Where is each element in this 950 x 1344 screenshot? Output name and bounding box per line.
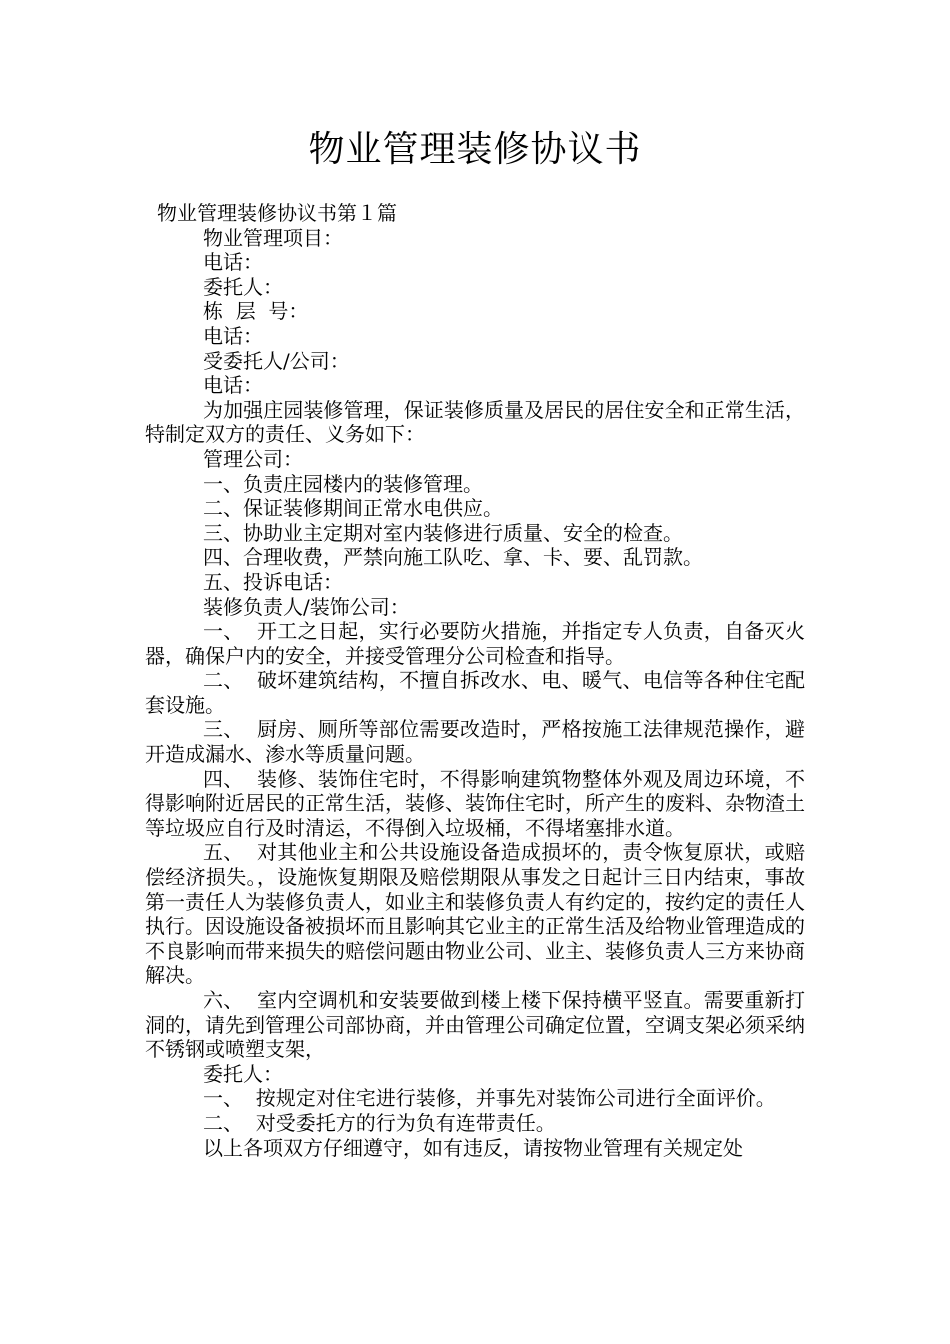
- field-phone-3: 电话：: [203, 373, 263, 398]
- client-item-2: 二、 对受委托方的行为负有连带责任。: [203, 1110, 556, 1135]
- document-title: 物业管理装修协议书: [308, 129, 642, 170]
- contractor-item-5: 五、 对其他业主和公共设施设备造成损坏的，责令恢复原状，或赔偿经济损失。，设施恢复期限及赔偿期限从事发之日起计三日内结束，事故第一责任人为装修负责人，如业主和装修负责人有约定的，按约定的责任人执行。因设施设备被损坏而且影响其它业主的正常生活及给物业管理造成的不良影响而带来损失的赔偿问题由物业公司、业主、装修负责人三方来协商解决。: [145, 840, 805, 988]
- contractor-item-3: 三、 厨房、厕所等部位需要改造时，严格按施工法律规范操作，避开造成漏水、渗水等质量问题。: [145, 717, 805, 767]
- management-item-5: 五、投诉电话：: [203, 569, 343, 594]
- management-item-2: 二、保证装修期间正常水电供应。: [203, 496, 503, 521]
- management-item-4: 四、合理收费，严禁向施工队吃、拿、卡、要、乱罚款。: [203, 545, 703, 570]
- contractor-item-2: 二、 破坏建筑结构，不擅自拆改水、电、暖气、电信等各种住宅配套设施。: [145, 668, 805, 717]
- document-body: [145, 201, 805, 1160]
- closing-paragraph: 以上各项双方仔细遵守，如有违反，请按物业管理有关规定处: [203, 1135, 743, 1160]
- management-item-1: 一、负责庄园楼内的装修管理。: [203, 471, 483, 496]
- field-phone-2: 电话：: [203, 323, 263, 348]
- subheading-contractor: 装修负责人/装饰公司：: [203, 594, 410, 619]
- subheading-client: 委托人：: [203, 1061, 283, 1086]
- intro-paragraph: 为加强庄园装修管理，保证装修质量及居民的居住安全和正常生活，特制定双方的责任、义务如下：: [145, 397, 805, 447]
- section-heading: 物业管理装修协议书第１篇: [157, 201, 397, 225]
- field-unit: 栋 层 号：: [203, 299, 309, 324]
- contractor-item-1: 一、 开工之日起，实行必要防火措施，并指定专人负责，自备灭火器，确保户内的安全，并接受管理分公司检查和指导。: [145, 619, 805, 668]
- field-phone-1: 电话：: [203, 250, 263, 275]
- contractor-item-4: 四、 装修、装饰住宅时，不得影响建筑物整体外观及周边环境，不得影响附近居民的正常生活，装修、装饰住宅时，所产生的废料、杂物渣土等垃圾应自行及时清运，不得倒入垃圾桶，不得堵塞排水道。: [145, 766, 805, 840]
- contractor-item-6: 六、 室内空调机和安装要做到楼上楼下保持横平竖直。需要重新打洞的，请先到管理公司部协商，并由管理公司确定位置，空调支架必须采纳不锈钢或喷塑支架，: [145, 988, 805, 1062]
- client-item-1: 一、 按规定对住宅进行装修，并事先对装饰公司进行全面评价。: [203, 1086, 776, 1111]
- management-item-3: 三、协助业主定期对室内装修进行质量、安全的检查。: [203, 520, 683, 545]
- field-client: 委托人：: [203, 274, 283, 299]
- field-contractor: 受委托人/公司：: [203, 348, 350, 373]
- subheading-management: 管理公司：: [203, 446, 303, 471]
- field-project: 物业管理项目：: [203, 225, 343, 250]
